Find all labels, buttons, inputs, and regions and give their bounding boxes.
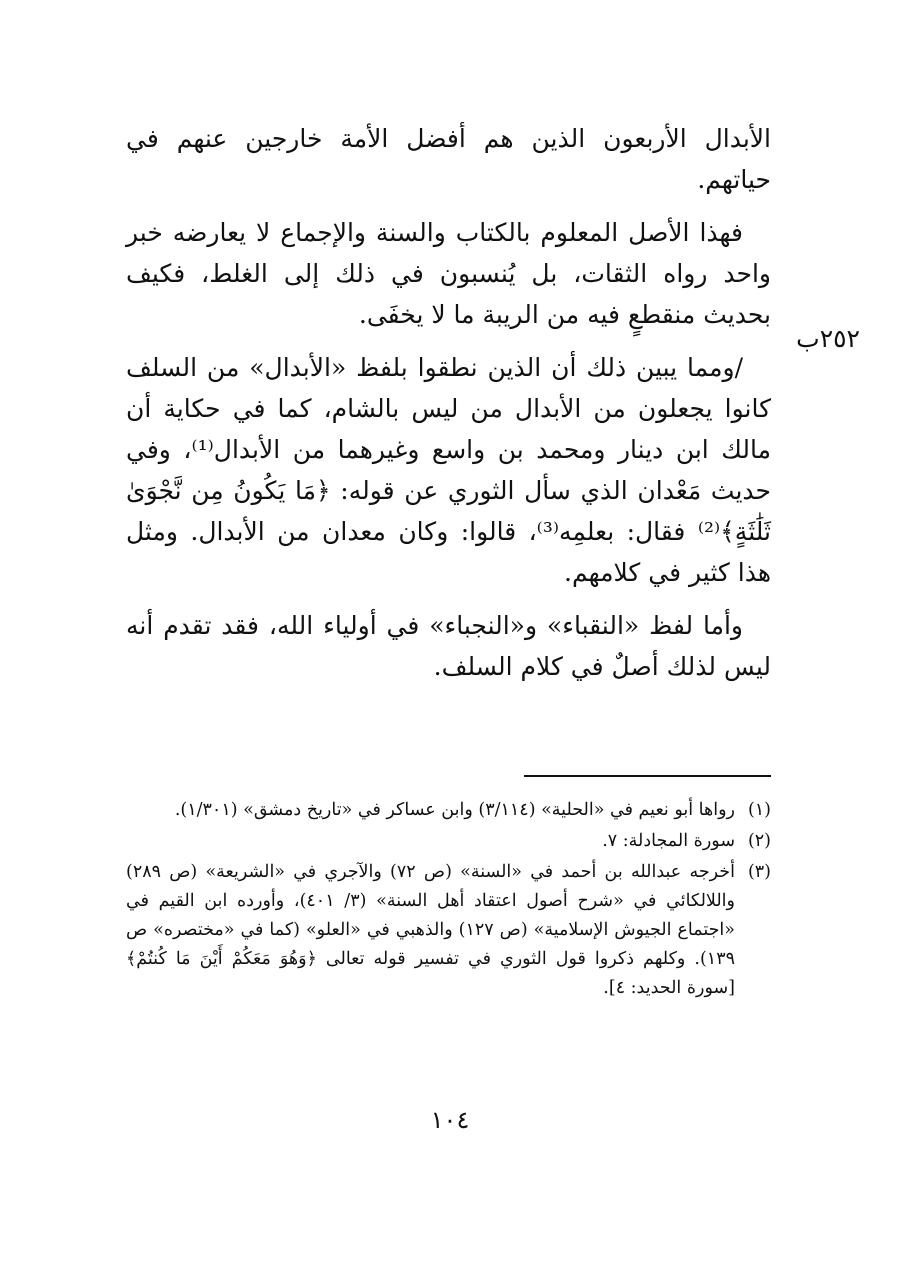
- footnote-number: (١): [747, 800, 771, 820]
- paragraph-4: وأما لفظ «النقباء» و«النجباء» في أولياء الله، فقد تقدم أنه ليس لذلك أصلٌ في كلام السلف.: [126, 611, 771, 681]
- footnotes: [126, 796, 771, 1005]
- manuscript-folio-note: ٢٥٢ب: [796, 324, 860, 353]
- footnote-number: (٢): [747, 831, 771, 851]
- paragraph-1: الأبدال الأربعون الذين هم أفضل الأمة خارجين عنهم في حياتهم.: [126, 124, 771, 194]
- main-text: [126, 118, 771, 699]
- paragraph-2: فهذا الأصل المعلوم بالكتاب والسنة والإجماع لا يعارضه خبر واحد رواه الثقات، بل يُنسبون في ذلك إلى الغلط، فكيف بحديث منقطعٍ فيه من الريبة ما لا يخفَى.: [126, 218, 771, 329]
- footnote-2: [126, 827, 771, 856]
- footnote-text: أخرجه عبدالله بن أحمد في «السنة» (ص ٧٢) والآجري في «الشريعة» (ص ٢٨٩) واللالكائي في «شرح أصول اعتقاد أهل السنة» (٣/ ٤٠١)، وأورده ابن القيم في «اجتماع الجيوش الإسلامية» (ص ١٢٧) والذهبي في «العلو» (كما في «مختصره» ص ١٣٩). وكلهم ذكروا قول الثوري في تفسير قوله تعالى ﴿وَهُوَ مَعَكُمْ أَيْنَ مَا كُنتُمْ﴾ [سورة الحديد: ٤].: [126, 862, 735, 998]
- footnote-text: سورة المجادلة: ٧.: [602, 831, 735, 851]
- footnote-1: [126, 796, 771, 825]
- footnote-divider: [524, 775, 771, 777]
- page-number: ١٠٤: [430, 1106, 470, 1134]
- footnote-text: رواها أبو نعيم في «الحلية» (٣/١١٤) وابن عساكر في «تاريخ دمشق» (١/٣٠١).: [174, 800, 735, 820]
- paragraph-3: /ومما يبين ذلك أن الذين نطقوا بلفظ «الأبدال» من السلف كانوا يجعلون من الأبدال من ليس بالشام، كما في حكاية أن مالك ابن دينار ومحمد بن واسع وغيرهما من الأبدال⁽¹⁾، وفي حديث مَعْدان الذي سأل الثوري عن قوله: ﴿مَا يَكُونُ مِن نَّجْوَىٰ ثَلَٰثَةٍ﴾⁽²⁾ فقال: بعلمِه⁽³⁾، قالوا: وكان معدان من الأبدال. ومثل هذا كثير في كلامهم.: [126, 353, 771, 587]
- footnote-3: [126, 858, 771, 1003]
- footnote-number: (٣): [747, 862, 771, 882]
